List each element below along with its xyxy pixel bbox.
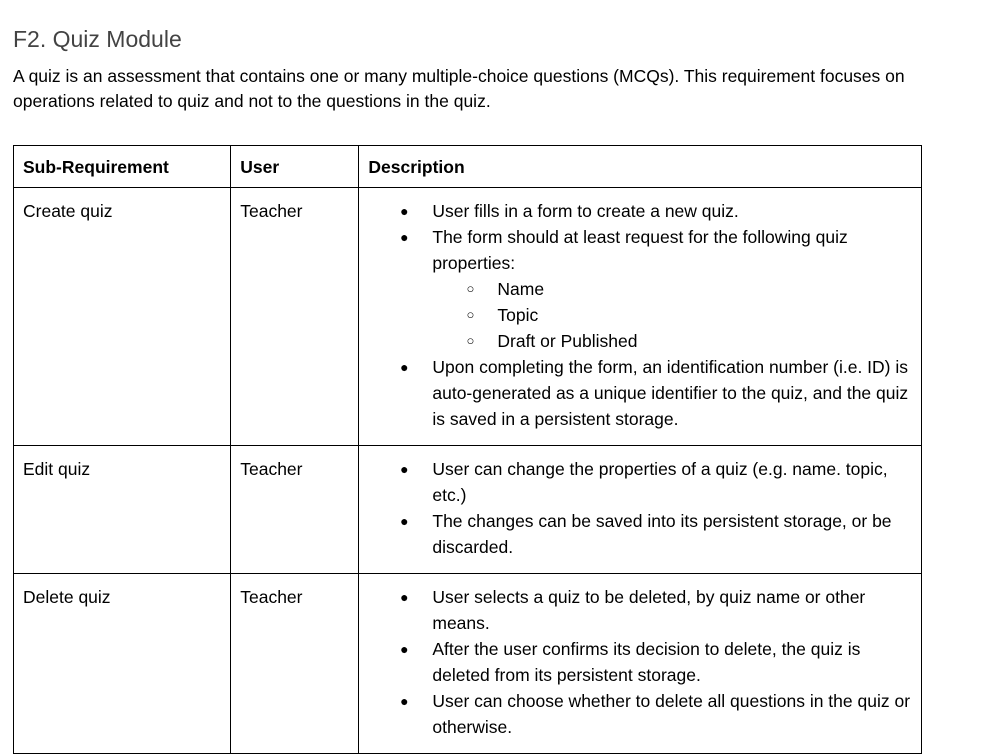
- description-item-text: User fills in a form to create a new quiz.: [432, 201, 739, 221]
- sub-requirement-cell: [14, 188, 231, 446]
- description-item-text: The changes can be saved into its persistent storage, or be discarded.: [432, 511, 892, 557]
- description-item: [400, 584, 911, 636]
- hollow-bullet-icon: ○: [466, 281, 475, 296]
- property-item: [466, 302, 911, 328]
- table-row-edit-quiz: [14, 446, 922, 574]
- description-item: [400, 354, 911, 432]
- description-item-text: After the user confirms its decision to delete, the quiz is deleted from its persistent storage.: [432, 639, 861, 685]
- sub-requirement-text: Delete quiz: [23, 587, 111, 607]
- description-list: [359, 574, 921, 753]
- description-item-text: The form should at least request for the following quiz properties:: [432, 227, 848, 273]
- description-cell: [359, 188, 922, 446]
- description-item: [400, 224, 911, 354]
- description-item: [400, 508, 911, 560]
- header-description: Description: [359, 146, 922, 188]
- description-item-text: User can choose whether to delete all questions in the quiz or otherwise.: [432, 691, 911, 737]
- sub-requirement-cell: [14, 574, 231, 754]
- bullet-icon: ●: [400, 203, 409, 219]
- bullet-icon: ●: [400, 359, 409, 375]
- user-text: Teacher: [240, 459, 303, 479]
- property-item-text: Topic: [497, 305, 539, 325]
- description-item: [400, 456, 911, 508]
- user-cell: [231, 574, 359, 754]
- property-item: [466, 328, 911, 354]
- header-sub-requirement: Sub-Requirement: [14, 146, 231, 188]
- bullet-icon: ●: [400, 461, 409, 477]
- bullet-icon: ●: [400, 693, 409, 709]
- user-cell: [231, 446, 359, 574]
- sub-requirement-text: Create quiz: [23, 201, 113, 221]
- description-item: [400, 636, 911, 688]
- property-item: [466, 276, 911, 302]
- description-item: [400, 198, 911, 224]
- description-item-text: Upon completing the form, an identification number (i.e. ID) is auto-generated as a unique identifier to the quiz, and the quiz is saved in a persistent storage.: [432, 357, 909, 429]
- hollow-bullet-icon: ○: [466, 333, 475, 348]
- description-cell: [359, 574, 922, 754]
- property-item-text: Draft or Published: [497, 331, 638, 351]
- table-row-create-quiz: [14, 188, 922, 446]
- table-header-row: [14, 146, 922, 188]
- requirements-table: [13, 145, 922, 754]
- property-item-text: Name: [497, 279, 545, 299]
- intro-paragraph: A quiz is an assessment that contains one or many multiple-choice questions (MCQs). This requirement focuses on operations related to quiz and not to the questions in the quiz.: [13, 66, 905, 111]
- sub-requirement-text: Edit quiz: [23, 459, 91, 479]
- sub-requirement-cell: [14, 446, 231, 574]
- section-heading: F2. Quiz Module: [13, 26, 182, 52]
- description-list: [359, 188, 921, 445]
- description-cell: [359, 446, 922, 574]
- user-text: Teacher: [240, 587, 303, 607]
- description-list: [359, 446, 921, 573]
- property-sublist: [432, 276, 911, 354]
- description-item: [400, 688, 911, 740]
- hollow-bullet-icon: ○: [466, 307, 475, 322]
- bullet-icon: ●: [400, 229, 409, 245]
- bullet-icon: ●: [400, 641, 409, 657]
- header-user: User: [231, 146, 359, 188]
- bullet-icon: ●: [400, 589, 409, 605]
- user-cell: [231, 188, 359, 446]
- user-text: Teacher: [240, 201, 303, 221]
- table-row-delete-quiz: [14, 574, 922, 754]
- description-item-text: User selects a quiz to be deleted, by quiz name or other means.: [432, 587, 866, 633]
- description-item-text: User can change the properties of a quiz (e.g. name. topic, etc.): [432, 459, 888, 505]
- bullet-icon: ●: [400, 513, 409, 529]
